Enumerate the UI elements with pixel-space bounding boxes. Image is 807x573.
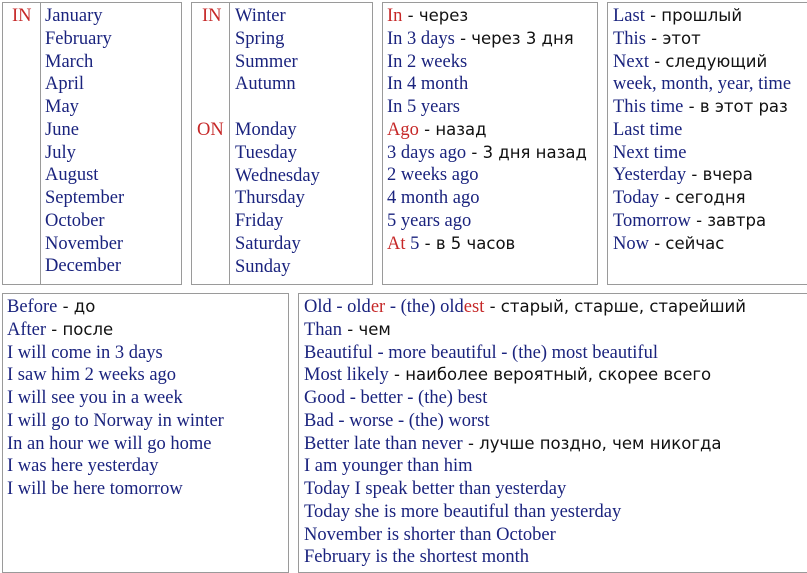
english-text: In 3 days: [387, 28, 455, 49]
comparative-line: [304, 501, 746, 524]
russian-translation: - лучше поздно, чем никогда: [462, 433, 722, 453]
comparative-line: [304, 342, 746, 365]
day-item: [235, 142, 320, 165]
time-phrase-line: [387, 210, 587, 233]
english-text: 5: [405, 233, 420, 254]
keyword: At: [387, 233, 406, 254]
russian-translation: - наиболее вероятный, скорее всего: [388, 365, 712, 385]
english-text: February is the shortest month: [304, 547, 530, 568]
time-words-list: [613, 5, 791, 255]
in-ago-at-panel: [382, 2, 598, 285]
month-item: [45, 96, 124, 119]
day-item-text: Wednesday: [235, 165, 320, 186]
day-item: [235, 256, 320, 279]
before-after-panel: [2, 293, 289, 573]
english-text: I saw him 2 weeks ago: [7, 365, 177, 386]
day-item: [235, 210, 320, 233]
time-phrase-line: [387, 187, 587, 210]
russian-translation: - чем: [342, 319, 391, 339]
season-item-text: Autumn: [235, 74, 296, 95]
time-word-line: [613, 187, 791, 210]
sentence-line: [7, 319, 224, 342]
season-item-text: Summer: [235, 51, 298, 72]
month-item: [45, 28, 124, 51]
english-text: 3 days ago: [387, 142, 467, 163]
month-item: [45, 5, 124, 28]
comparative-line: [304, 478, 746, 501]
russian-translation: - в 5 часов: [419, 233, 516, 253]
english-text: week, month, year, time: [613, 74, 792, 95]
month-item: [45, 233, 124, 256]
day-item-text: Friday: [235, 211, 284, 231]
day-item-text: Saturday: [235, 233, 301, 254]
er-suffix: er: [370, 297, 386, 317]
day-item-text: Sunday: [235, 256, 291, 277]
comparative-line: [304, 364, 746, 387]
days-list: [235, 119, 320, 278]
day-item: [235, 165, 320, 188]
english-text: I was here yesterday: [7, 456, 159, 477]
time-word-line: [613, 142, 791, 165]
divider: [40, 3, 41, 284]
english-text: In 2 weeks: [387, 51, 468, 72]
keyword: Ago: [387, 119, 419, 140]
time-word-line: [613, 119, 791, 142]
time-word-line: [613, 233, 791, 256]
english-text: Next: [613, 51, 649, 72]
time-phrase-line: [387, 51, 587, 74]
prep-in-months: IN: [12, 6, 32, 26]
time-phrase-line: [387, 233, 587, 256]
english-text: This: [613, 28, 646, 49]
month-item-text: August: [45, 165, 99, 186]
english-text: Beautiful - more beautiful - (the) most beautiful: [304, 342, 658, 363]
sentence-line: [7, 433, 224, 456]
day-item: [235, 233, 320, 256]
english-text: In an hour we will go home: [7, 433, 212, 454]
russian-translation: - вчера: [686, 165, 753, 185]
comparatives-list: [304, 296, 746, 569]
comparative-line: [304, 387, 746, 410]
russian-translation: - сейчас: [648, 233, 725, 253]
english-text: After: [7, 319, 47, 340]
time-word-line: [613, 96, 791, 119]
russian-translation: - следующий: [648, 51, 768, 71]
english-text: I will go to Norway in winter: [7, 410, 224, 431]
russian-translation: - прошлый: [644, 6, 743, 25]
comparative-line: [304, 524, 746, 547]
sentence-line: [7, 364, 224, 387]
month-item-text: November: [45, 233, 124, 254]
comparatives-panel: [298, 293, 807, 573]
english-text: Better late than never: [304, 433, 463, 454]
day-item: [235, 187, 320, 210]
est-suffix: est: [463, 297, 485, 317]
english-text: Today she is more beautiful than yesterday: [304, 501, 622, 522]
the-oldest-text: - (the) old: [385, 297, 464, 317]
time-word-line: [613, 51, 791, 74]
season-item: [235, 73, 298, 96]
month-item-text: April: [45, 74, 85, 95]
time-phrase-line: [387, 73, 587, 96]
english-text: 2 weeks ago: [387, 165, 479, 186]
english-text: I am younger than him: [304, 456, 473, 477]
english-text: Last time: [613, 119, 683, 140]
comparative-old-line: [304, 296, 746, 319]
in-ago-list: [387, 5, 587, 255]
month-item-text: June: [45, 119, 79, 140]
month-item-text: May: [45, 97, 79, 117]
english-text: Bad - worse - (the) worst: [304, 410, 490, 431]
keyword: In: [387, 6, 403, 26]
sentence-line: [7, 410, 224, 433]
russian-translation: - этот: [645, 28, 701, 48]
season-item-text: Spring: [235, 28, 285, 49]
english-text: Than: [304, 319, 343, 340]
month-item: [45, 51, 124, 74]
english-text: This time: [613, 97, 684, 117]
month-item-text: March: [45, 51, 94, 72]
month-item-text: January: [45, 6, 103, 26]
prep-in-seasons: IN: [202, 6, 222, 26]
seasons-days-panel: [191, 2, 373, 285]
before-after-list: [7, 296, 224, 501]
time-word-line: [613, 73, 791, 96]
season-item: [235, 5, 298, 28]
english-text: Next time: [613, 142, 687, 163]
day-item-text: Tuesday: [235, 142, 298, 163]
prep-on-days: ON: [197, 120, 224, 140]
english-text: Good - better - (the) best: [304, 388, 488, 408]
sentence-line: [7, 455, 224, 478]
english-text: November is shorter than October: [304, 524, 556, 545]
english-text: In 4 month: [387, 74, 469, 95]
time-word-line: [613, 28, 791, 51]
russian-translation: - через: [402, 6, 469, 25]
russian-translation: - через 3 дня: [454, 28, 574, 48]
english-text: Before: [7, 297, 58, 317]
months-panel: [2, 2, 182, 285]
time-phrase-line: [387, 5, 587, 28]
season-item: [235, 28, 298, 51]
english-text: In 5 years: [387, 97, 460, 117]
time-word-line: [613, 5, 791, 28]
comparative-line: [304, 455, 746, 478]
english-text: I will come in 3 days: [7, 342, 163, 363]
time-phrase-line: [387, 164, 587, 187]
russian-translation: - в этот раз: [683, 97, 788, 116]
time-phrase-line: [387, 96, 587, 119]
months-list: [45, 5, 124, 278]
comparative-line: [304, 433, 746, 456]
english-text: 4 month ago: [387, 188, 480, 208]
month-item-text: September: [45, 188, 125, 208]
time-phrase-line: [387, 142, 587, 165]
season-item-text: Winter: [235, 6, 286, 26]
russian-translation: - завтра: [690, 210, 767, 230]
english-text: Tomorrow: [613, 210, 691, 231]
english-text: Today: [613, 188, 659, 208]
month-item-text: February: [45, 28, 112, 49]
old-translation: - старый, старше, старейший: [484, 297, 747, 316]
month-item: [45, 73, 124, 96]
time-word-line: [613, 164, 791, 187]
day-item-text: Monday: [235, 120, 297, 140]
month-item-text: December: [45, 256, 122, 277]
month-item: [45, 164, 124, 187]
divider: [229, 3, 230, 284]
english-text: Last: [613, 6, 645, 26]
day-item: [235, 119, 320, 142]
sentence-line: [7, 478, 224, 501]
time-phrase-line: [387, 28, 587, 51]
month-item: [45, 119, 124, 142]
month-item-text: July: [45, 142, 76, 163]
russian-translation: - сегодня: [658, 188, 746, 207]
day-item-text: Thursday: [235, 188, 305, 209]
sentence-line: [7, 296, 224, 319]
comparative-line: [304, 410, 746, 433]
english-text: Today I speak better than yesterday: [304, 479, 567, 499]
english-text: I will be here tomorrow: [7, 479, 183, 499]
comparative-line: [304, 546, 746, 569]
time-words-panel: [607, 2, 807, 285]
comparative-line: [304, 319, 746, 342]
time-phrase-line: [387, 119, 587, 142]
sentence-line: [7, 387, 224, 410]
time-word-line: [613, 210, 791, 233]
seasons-list: [235, 5, 298, 96]
english-text: 5 years ago: [387, 210, 472, 231]
english-text: Most likely: [304, 365, 389, 386]
old-older-text: Old - old: [304, 297, 371, 317]
russian-translation: - после: [46, 319, 114, 339]
month-item: [45, 210, 124, 233]
month-item: [45, 187, 124, 210]
season-item: [235, 51, 298, 74]
english-text: I will see you in a week: [7, 388, 183, 408]
english-text: Now: [613, 233, 649, 254]
month-item: [45, 142, 124, 165]
russian-translation: - 3 дня назад: [466, 142, 587, 162]
russian-translation: - назад: [418, 119, 487, 139]
russian-translation: - до: [57, 297, 96, 316]
month-item-text: October: [45, 210, 105, 231]
english-text: Yesterday: [613, 165, 687, 186]
month-item: [45, 255, 124, 278]
sentence-line: [7, 342, 224, 365]
